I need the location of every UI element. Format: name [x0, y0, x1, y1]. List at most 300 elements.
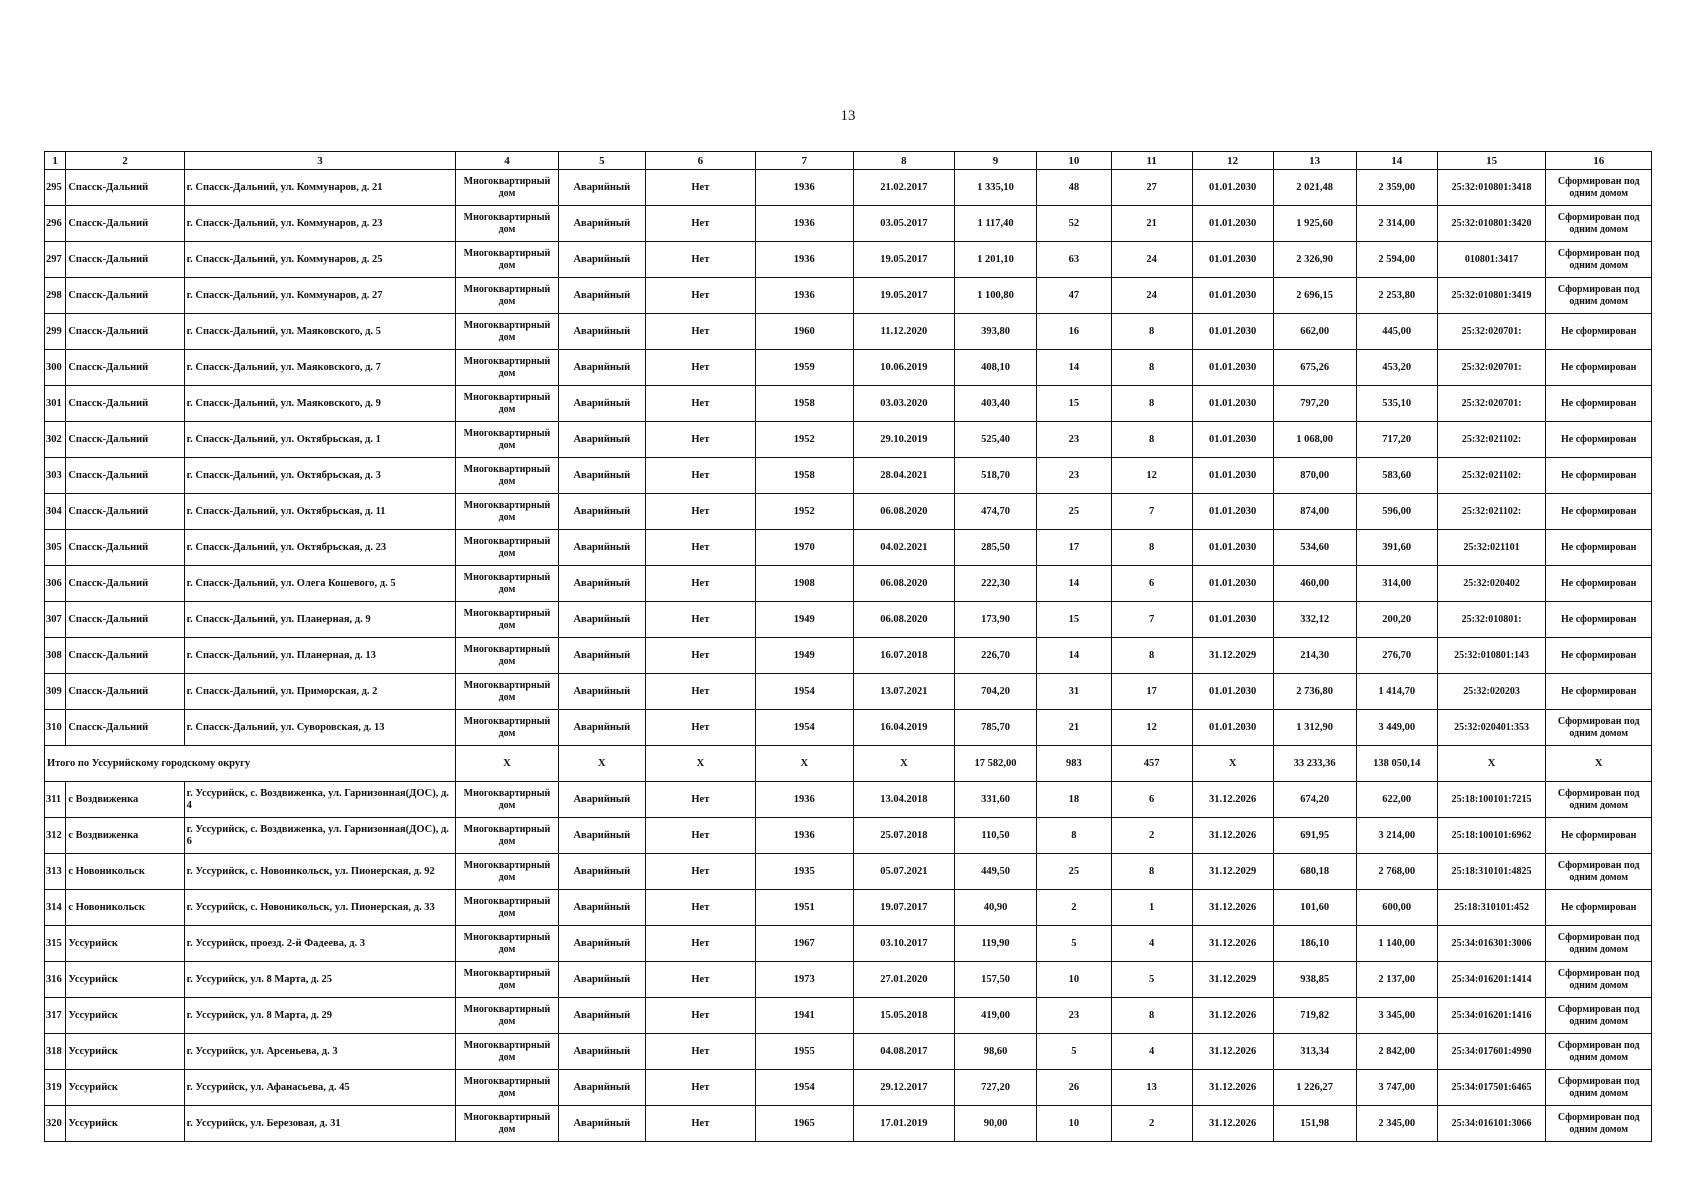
table-cell: Спасск-Дальний — [66, 710, 184, 746]
table-cell: Аварийный — [558, 854, 645, 890]
table-cell: г. Уссурийск, ул. 8 Марта, д. 29 — [184, 998, 456, 1034]
table-cell: 2 — [1037, 890, 1112, 926]
table-cell: 408,10 — [955, 350, 1037, 386]
table-cell: 300 — [45, 350, 66, 386]
table-cell: Многоквартирный дом — [456, 458, 558, 494]
table-cell: 17 — [1111, 674, 1192, 710]
table-cell: Нет — [646, 962, 756, 998]
table-cell: г. Спасск-Дальний, ул. Маяковского, д. 7 — [184, 350, 456, 386]
col-head: 12 — [1192, 152, 1273, 170]
table-cell: 25:32:021102: — [1437, 422, 1546, 458]
table-cell: Не сформирован — [1546, 458, 1652, 494]
table-cell: Многоквартирный дом — [456, 1070, 558, 1106]
table-cell: 01.01.2030 — [1192, 206, 1273, 242]
table-cell: 3 747,00 — [1356, 1070, 1437, 1106]
table-cell: Нет — [646, 278, 756, 314]
total-cell: X — [558, 746, 645, 782]
table-cell: 1936 — [755, 242, 853, 278]
table-cell: 8 — [1111, 386, 1192, 422]
table-cell: 1 117,40 — [955, 206, 1037, 242]
table-row — [45, 638, 1652, 674]
table-cell: Аварийный — [558, 962, 645, 998]
table-row — [45, 602, 1652, 638]
table-cell: Сформирован под одним домом — [1546, 1106, 1652, 1142]
table-cell: Нет — [646, 206, 756, 242]
table-cell: 25:18:100101:6962 — [1437, 818, 1546, 854]
table-cell: 2 253,80 — [1356, 278, 1437, 314]
table-cell: Нет — [646, 602, 756, 638]
table-cell: Многоквартирный дом — [456, 566, 558, 602]
table-cell: с Новоникольск — [66, 890, 184, 926]
table-cell: Аварийный — [558, 638, 645, 674]
table-cell: 391,60 — [1356, 530, 1437, 566]
table-cell: 10 — [1037, 1106, 1112, 1142]
table-cell: 01.01.2030 — [1192, 458, 1273, 494]
table-cell: 15.05.2018 — [853, 998, 954, 1034]
table-row — [45, 998, 1652, 1034]
table-cell: Многоквартирный дом — [456, 890, 558, 926]
table-cell: 05.07.2021 — [853, 854, 954, 890]
table-cell: 307 — [45, 602, 66, 638]
table-cell: 16 — [1037, 314, 1112, 350]
col-head: 7 — [755, 152, 853, 170]
table-cell: 525,40 — [955, 422, 1037, 458]
table-cell: 01.01.2030 — [1192, 530, 1273, 566]
table-cell: Аварийный — [558, 278, 645, 314]
table-cell: 2 842,00 — [1356, 1034, 1437, 1070]
table-cell: Многоквартирный дом — [456, 854, 558, 890]
table-cell: г. Спасск-Дальний, ул. Приморская, д. 2 — [184, 674, 456, 710]
table-cell: 938,85 — [1273, 962, 1356, 998]
table-cell: г. Спасск-Дальний, ул. Планерная, д. 9 — [184, 602, 456, 638]
column-number-row — [45, 152, 1652, 170]
table-cell: 14 — [1037, 638, 1112, 674]
table-cell: Нет — [646, 998, 756, 1034]
table-cell: 453,20 — [1356, 350, 1437, 386]
table-cell: Нет — [646, 710, 756, 746]
table-cell: 717,20 — [1356, 422, 1437, 458]
table-cell: Аварийный — [558, 530, 645, 566]
table-cell: 222,30 — [955, 566, 1037, 602]
table-cell: 518,70 — [955, 458, 1037, 494]
table-cell: 317 — [45, 998, 66, 1034]
table-cell: 25:18:310101:452 — [1437, 890, 1546, 926]
table-cell: 03.05.2017 — [853, 206, 954, 242]
table-cell: 26 — [1037, 1070, 1112, 1106]
table-cell: 16.07.2018 — [853, 638, 954, 674]
table-cell: Спасск-Дальний — [66, 170, 184, 206]
table-row — [45, 1034, 1652, 1070]
table-cell: Нет — [646, 638, 756, 674]
table-cell: 31.12.2026 — [1192, 1034, 1273, 1070]
table-cell: 1952 — [755, 422, 853, 458]
table-cell: Сформирован под одним домом — [1546, 1034, 1652, 1070]
table-cell: 304 — [45, 494, 66, 530]
table-cell: Аварийный — [558, 674, 645, 710]
table-cell: Не сформирован — [1546, 638, 1652, 674]
table-cell: 320 — [45, 1106, 66, 1142]
table-cell: Сформирован под одним домом — [1546, 926, 1652, 962]
table-cell: Не сформирован — [1546, 314, 1652, 350]
table-cell: 19.07.2017 — [853, 890, 954, 926]
table-cell: 2 314,00 — [1356, 206, 1437, 242]
table-cell: 04.08.2017 — [853, 1034, 954, 1070]
table-cell: Спасск-Дальний — [66, 458, 184, 494]
table-cell: 393,80 — [955, 314, 1037, 350]
total-cell: X — [1546, 746, 1652, 782]
table-row — [45, 926, 1652, 962]
table-cell: 2 326,90 — [1273, 242, 1356, 278]
table-cell: Аварийный — [558, 206, 645, 242]
table-cell: 8 — [1111, 530, 1192, 566]
table-cell: Спасск-Дальний — [66, 242, 184, 278]
table-cell: 310 — [45, 710, 66, 746]
table-cell: 13 — [1111, 1070, 1192, 1106]
col-head: 13 — [1273, 152, 1356, 170]
table-cell: г. Уссурийск, с. Воздвиженка, ул. Гарнизонная(ДОС), д. 6 — [184, 818, 456, 854]
table-cell: Аварийный — [558, 782, 645, 818]
table-cell: Многоквартирный дом — [456, 962, 558, 998]
table-cell: 25:34:017501:6465 — [1437, 1070, 1546, 1106]
col-head: 6 — [646, 152, 756, 170]
total-cell: 33 233,36 — [1273, 746, 1356, 782]
table-cell: 298 — [45, 278, 66, 314]
col-head: 16 — [1546, 152, 1652, 170]
table-cell: 25:32:010801:143 — [1437, 638, 1546, 674]
table-cell: 110,50 — [955, 818, 1037, 854]
table-row — [45, 1106, 1652, 1142]
table-row — [45, 890, 1652, 926]
table-cell: Многоквартирный дом — [456, 278, 558, 314]
table-row — [45, 422, 1652, 458]
total-cell: 138 050,14 — [1356, 746, 1437, 782]
table-cell: 04.02.2021 — [853, 530, 954, 566]
table-cell: 1 068,00 — [1273, 422, 1356, 458]
table-row — [45, 494, 1652, 530]
table-cell: 312 — [45, 818, 66, 854]
table-cell: 583,60 — [1356, 458, 1437, 494]
col-head: 3 — [184, 152, 456, 170]
table-cell: 101,60 — [1273, 890, 1356, 926]
col-head: 8 — [853, 152, 954, 170]
total-cell: 983 — [1037, 746, 1112, 782]
table-cell: 01.01.2030 — [1192, 710, 1273, 746]
table-cell: 704,20 — [955, 674, 1037, 710]
table-row — [45, 854, 1652, 890]
table-row — [45, 1070, 1652, 1106]
table-cell: г. Спасск-Дальний, ул. Коммунаров, д. 27 — [184, 278, 456, 314]
table-cell: 25:32:021101 — [1437, 530, 1546, 566]
table-cell: 303 — [45, 458, 66, 494]
table-cell: 01.01.2030 — [1192, 566, 1273, 602]
table-cell: 1936 — [755, 170, 853, 206]
table-cell: 309 — [45, 674, 66, 710]
table-cell: 21 — [1037, 710, 1112, 746]
table-cell: 151,98 — [1273, 1106, 1356, 1142]
table-row — [45, 170, 1652, 206]
table-cell: 15 — [1037, 602, 1112, 638]
table-cell: 1965 — [755, 1106, 853, 1142]
table-cell: 03.03.2020 — [853, 386, 954, 422]
table-cell: Сформирован под одним домом — [1546, 998, 1652, 1034]
table-cell: 01.01.2030 — [1192, 170, 1273, 206]
table-cell: Многоквартирный дом — [456, 782, 558, 818]
table-cell: Сформирован под одним домом — [1546, 854, 1652, 890]
table-row — [45, 386, 1652, 422]
table-cell: 4 — [1111, 1034, 1192, 1070]
table-cell: 5 — [1111, 962, 1192, 998]
col-head: 9 — [955, 152, 1037, 170]
table-cell: Многоквартирный дом — [456, 170, 558, 206]
table-cell: 1949 — [755, 602, 853, 638]
table-cell: Аварийный — [558, 818, 645, 854]
table-cell: 25:32:010801:3419 — [1437, 278, 1546, 314]
table-cell: Аварийный — [558, 1106, 645, 1142]
table-cell: 29.12.2017 — [853, 1070, 954, 1106]
table-cell: 797,20 — [1273, 386, 1356, 422]
table-cell: 31.12.2026 — [1192, 926, 1273, 962]
col-head: 5 — [558, 152, 645, 170]
table-cell: Нет — [646, 242, 756, 278]
table-cell: 31.12.2029 — [1192, 854, 1273, 890]
table-cell: 1941 — [755, 998, 853, 1034]
table-cell: 276,70 — [1356, 638, 1437, 674]
total-cell: 17 582,00 — [955, 746, 1037, 782]
total-cell: X — [1437, 746, 1546, 782]
table-cell: 25:32:020203 — [1437, 674, 1546, 710]
table-cell: г. Уссурийск, ул. Афанасьева, д. 45 — [184, 1070, 456, 1106]
table-cell: Аварийный — [558, 458, 645, 494]
table-cell: 2 359,00 — [1356, 170, 1437, 206]
table-cell: 11.12.2020 — [853, 314, 954, 350]
table-cell: 1954 — [755, 710, 853, 746]
table-cell: 19.05.2017 — [853, 242, 954, 278]
table-cell: Спасск-Дальний — [66, 674, 184, 710]
table-cell: Нет — [646, 314, 756, 350]
table-cell: Спасск-Дальний — [66, 530, 184, 566]
table-cell: г. Спасск-Дальний, ул. Октябрьская, д. 11 — [184, 494, 456, 530]
table-cell: 17.01.2019 — [853, 1106, 954, 1142]
table-cell: 119,90 — [955, 926, 1037, 962]
table-row — [45, 962, 1652, 998]
table-cell: 29.10.2019 — [853, 422, 954, 458]
table-cell: 01.01.2030 — [1192, 494, 1273, 530]
table-cell: Аварийный — [558, 998, 645, 1034]
table-cell: 1936 — [755, 206, 853, 242]
table-cell: Спасск-Дальний — [66, 566, 184, 602]
table-cell: 2 736,80 — [1273, 674, 1356, 710]
table-cell: 2 696,15 — [1273, 278, 1356, 314]
table-cell: Нет — [646, 494, 756, 530]
table-cell: Сформирован под одним домом — [1546, 962, 1652, 998]
table-cell: 1959 — [755, 350, 853, 386]
table-cell: 535,10 — [1356, 386, 1437, 422]
table-cell: 297 — [45, 242, 66, 278]
table-cell: Сформирован под одним домом — [1546, 206, 1652, 242]
table-cell: 31 — [1037, 674, 1112, 710]
table-cell: Сформирован под одним домом — [1546, 782, 1652, 818]
table-cell: 06.08.2020 — [853, 602, 954, 638]
table-cell: 305 — [45, 530, 66, 566]
col-head: 2 — [66, 152, 184, 170]
table-cell: 534,60 — [1273, 530, 1356, 566]
table-cell: 419,00 — [955, 998, 1037, 1034]
table-cell: 1960 — [755, 314, 853, 350]
table-cell: г. Уссурийск, с. Воздвиженка, ул. Гарнизонная(ДОС), д. 4 — [184, 782, 456, 818]
table-cell: 1949 — [755, 638, 853, 674]
table-cell: 25:34:016201:1414 — [1437, 962, 1546, 998]
col-head: 1 — [45, 152, 66, 170]
table-cell: 313 — [45, 854, 66, 890]
table-cell: Нет — [646, 782, 756, 818]
table-cell: Многоквартирный дом — [456, 818, 558, 854]
table-cell: 1 — [1111, 890, 1192, 926]
table-cell: 25:32:021102: — [1437, 494, 1546, 530]
table-cell: 24 — [1111, 242, 1192, 278]
table-cell: 6 — [1111, 782, 1192, 818]
table-cell: Аварийный — [558, 350, 645, 386]
table-cell: 1 312,90 — [1273, 710, 1356, 746]
table-cell: г. Спасск-Дальний, ул. Октябрьская, д. 1 — [184, 422, 456, 458]
table-cell: с Воздвиженка — [66, 782, 184, 818]
table-cell: 3 449,00 — [1356, 710, 1437, 746]
table-cell: 785,70 — [955, 710, 1037, 746]
table-cell: 14 — [1037, 350, 1112, 386]
table-cell: 25:32:020401:353 — [1437, 710, 1546, 746]
table-cell: Нет — [646, 854, 756, 890]
table-cell: 186,10 — [1273, 926, 1356, 962]
table-row — [45, 566, 1652, 602]
table-cell: Многоквартирный дом — [456, 494, 558, 530]
table-cell: Спасск-Дальний — [66, 278, 184, 314]
table-cell: 1952 — [755, 494, 853, 530]
table-cell: 308 — [45, 638, 66, 674]
table-cell: 1 100,80 — [955, 278, 1037, 314]
total-cell: X — [853, 746, 954, 782]
table-cell: Нет — [646, 566, 756, 602]
table-cell: с Воздвиженка — [66, 818, 184, 854]
table-cell: Нет — [646, 818, 756, 854]
table-cell: 5 — [1037, 1034, 1112, 1070]
table-cell: 1967 — [755, 926, 853, 962]
table-cell: Уссурийск — [66, 1070, 184, 1106]
table-cell: 3 345,00 — [1356, 998, 1437, 1034]
table-row — [45, 242, 1652, 278]
table-cell: 10.06.2019 — [853, 350, 954, 386]
table-cell: Нет — [646, 458, 756, 494]
table-cell: 01.01.2030 — [1192, 674, 1273, 710]
table-cell: 1935 — [755, 854, 853, 890]
table-cell: Не сформирован — [1546, 350, 1652, 386]
table-cell: 302 — [45, 422, 66, 458]
table-cell: 675,26 — [1273, 350, 1356, 386]
table-cell: Многоквартирный дом — [456, 206, 558, 242]
table-cell: 18 — [1037, 782, 1112, 818]
table-cell: г. Уссурийск, проезд. 2-й Фадеева, д. 3 — [184, 926, 456, 962]
table-cell: г. Спасск-Дальний, ул. Маяковского, д. 5 — [184, 314, 456, 350]
table-row — [45, 350, 1652, 386]
table-cell: Уссурийск — [66, 962, 184, 998]
table-cell: 1908 — [755, 566, 853, 602]
table-cell: 12 — [1111, 710, 1192, 746]
table-cell: Многоквартирный дом — [456, 530, 558, 566]
table-cell: г. Спасск-Дальний, ул. Олега Кошевого, д. 5 — [184, 566, 456, 602]
table-cell: Многоквартирный дом — [456, 998, 558, 1034]
table-cell: Спасск-Дальний — [66, 422, 184, 458]
table-row — [45, 710, 1652, 746]
table-cell: Уссурийск — [66, 1034, 184, 1070]
table-cell: 311 — [45, 782, 66, 818]
table-cell: 200,20 — [1356, 602, 1437, 638]
table-cell: 727,20 — [955, 1070, 1037, 1106]
table-cell: 25:32:010801:3420 — [1437, 206, 1546, 242]
table-cell: 25:34:017601:4990 — [1437, 1034, 1546, 1070]
table-cell: Нет — [646, 1070, 756, 1106]
table-cell: Аварийный — [558, 314, 645, 350]
table-cell: 01.01.2030 — [1192, 350, 1273, 386]
table-cell: Не сформирован — [1546, 422, 1652, 458]
table-cell: 460,00 — [1273, 566, 1356, 602]
total-section — [45, 746, 1652, 782]
table-cell: Аварийный — [558, 242, 645, 278]
table-cell: 1951 — [755, 890, 853, 926]
table-cell: 27.01.2020 — [853, 962, 954, 998]
table-cell: г. Уссурийск, ул. Березовая, д. 31 — [184, 1106, 456, 1142]
table-cell: 25:34:016301:3006 — [1437, 926, 1546, 962]
col-head: 11 — [1111, 152, 1192, 170]
table-cell: 31.12.2026 — [1192, 1106, 1273, 1142]
table-cell: Многоквартирный дом — [456, 1034, 558, 1070]
table-cell: 25:18:100101:7215 — [1437, 782, 1546, 818]
table-cell: Нет — [646, 1106, 756, 1142]
table-cell: 52 — [1037, 206, 1112, 242]
table-cell: 299 — [45, 314, 66, 350]
table-cell: 23 — [1037, 422, 1112, 458]
table-cell: 315 — [45, 926, 66, 962]
table-cell: 01.01.2030 — [1192, 314, 1273, 350]
table-cell: г. Уссурийск, ул. Арсеньева, д. 3 — [184, 1034, 456, 1070]
table-cell: 7 — [1111, 602, 1192, 638]
table-cell: 23 — [1037, 458, 1112, 494]
table-cell: Нет — [646, 530, 756, 566]
table-cell: Нет — [646, 1034, 756, 1070]
table-cell: 27 — [1111, 170, 1192, 206]
table-cell: 14 — [1037, 566, 1112, 602]
table-cell: Аварийный — [558, 926, 645, 962]
table-cell: 719,82 — [1273, 998, 1356, 1034]
table-cell: Сформирован под одним домом — [1546, 278, 1652, 314]
table-cell: Многоквартирный дом — [456, 710, 558, 746]
table-cell: Многоквартирный дом — [456, 926, 558, 962]
table-cell: Нет — [646, 422, 756, 458]
table-cell: 296 — [45, 206, 66, 242]
table-cell: 17 — [1037, 530, 1112, 566]
table-cell: 1 201,10 — [955, 242, 1037, 278]
table-cell: Спасск-Дальний — [66, 602, 184, 638]
table-cell: Уссурийск — [66, 998, 184, 1034]
table-cell: Нет — [646, 386, 756, 422]
table-cell: 31.12.2026 — [1192, 1070, 1273, 1106]
table-cell: 06.08.2020 — [853, 494, 954, 530]
table-cell: 25:34:016101:3066 — [1437, 1106, 1546, 1142]
page-number: 13 — [840, 108, 856, 124]
table-cell: Не сформирован — [1546, 890, 1652, 926]
table-cell: г. Спасск-Дальний, ул. Планерная, д. 13 — [184, 638, 456, 674]
table-cell: 31.12.2029 — [1192, 638, 1273, 674]
table-cell: 8 — [1111, 638, 1192, 674]
table-cell: 622,00 — [1356, 782, 1437, 818]
table-cell: 449,50 — [955, 854, 1037, 890]
